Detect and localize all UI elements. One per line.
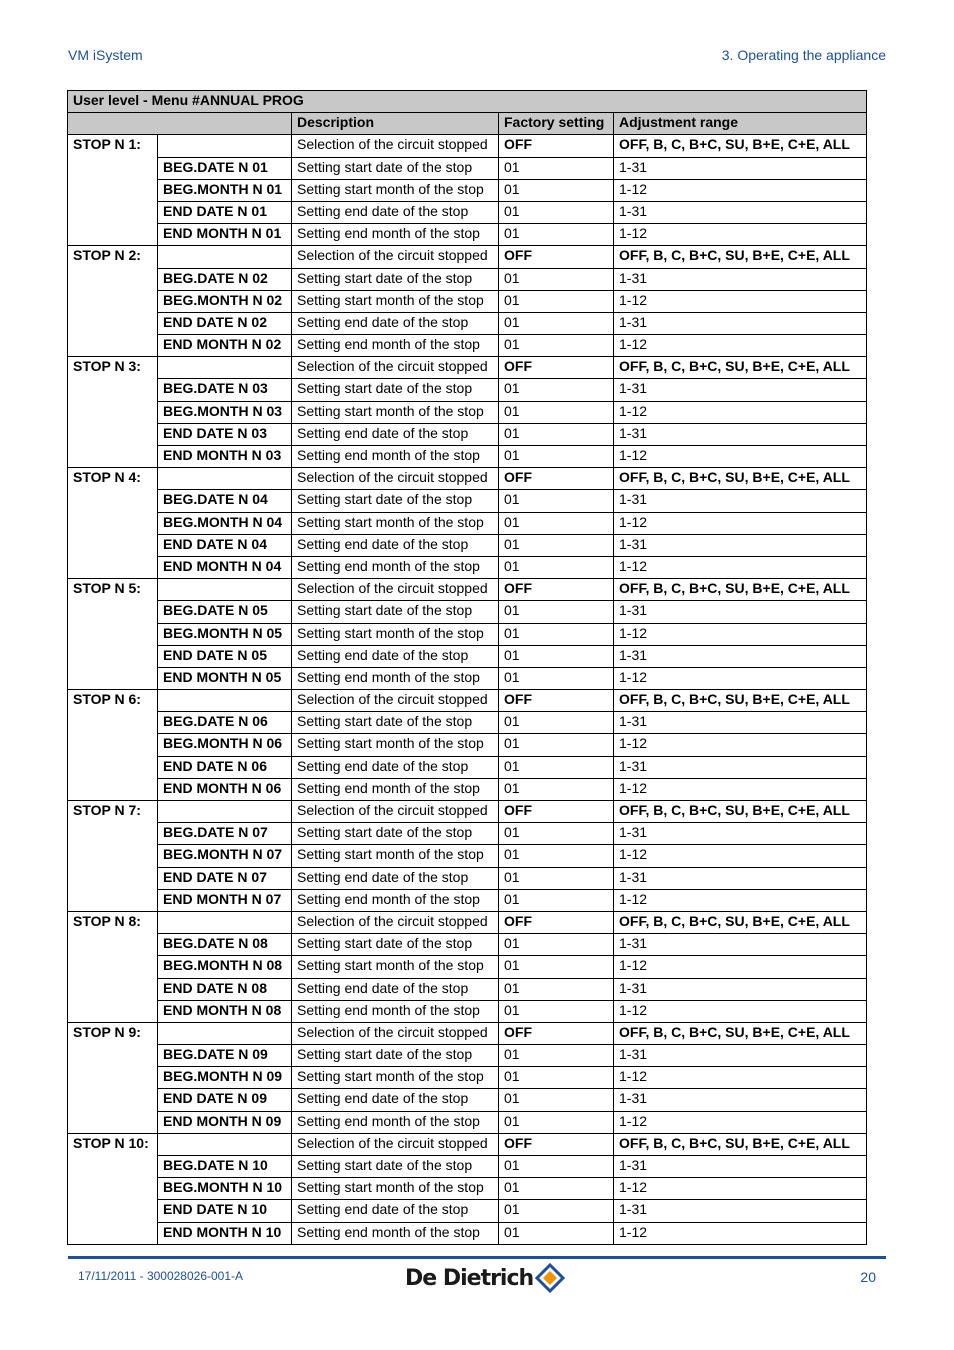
table-row	[68, 534, 867, 556]
table-row	[68, 224, 867, 246]
adjustment-range-cell: OFF, B, C, B+C, SU, B+E, C+E, ALL	[614, 246, 867, 268]
param-cell: END MONTH N 10	[158, 1222, 292, 1244]
param-cell: BEG.MONTH N 08	[158, 956, 292, 978]
brand-logo-text: De Dietrich	[405, 1265, 534, 1291]
stop-label: STOP N 1:	[68, 135, 158, 246]
table-row	[68, 1045, 867, 1067]
table-row	[68, 268, 867, 290]
adjustment-range-cell: 1-12	[614, 623, 867, 645]
stop-label: STOP N 3:	[68, 357, 158, 468]
param-cell: BEG.MONTH N 06	[158, 734, 292, 756]
description-cell: Selection of the circuit stopped	[292, 1022, 499, 1044]
description-cell: Setting start date of the stop	[292, 490, 499, 512]
factory-setting-cell: 01	[499, 268, 614, 290]
table-row	[68, 423, 867, 445]
adjustment-range-cell: 1-12	[614, 778, 867, 800]
param-cell: BEG.MONTH N 02	[158, 290, 292, 312]
table-row	[68, 379, 867, 401]
description-cell: Setting end month of the stop	[292, 1111, 499, 1133]
factory-setting-cell: 01	[499, 1222, 614, 1244]
table-row	[68, 712, 867, 734]
param-cell: BEG.DATE N 08	[158, 934, 292, 956]
factory-setting-cell: 01	[499, 1200, 614, 1222]
factory-setting-cell: 01	[499, 645, 614, 667]
factory-setting-cell: OFF	[499, 1022, 614, 1044]
table-title-row	[68, 91, 867, 113]
param-cell	[158, 911, 292, 933]
param-cell: BEG.MONTH N 09	[158, 1067, 292, 1089]
factory-setting-cell: 01	[499, 956, 614, 978]
factory-setting-cell: 01	[499, 1000, 614, 1022]
description-cell: Setting start month of the stop	[292, 401, 499, 423]
stop-label: STOP N 10:	[68, 1133, 158, 1244]
description-cell: Setting start date of the stop	[292, 1045, 499, 1067]
factory-setting-cell: OFF	[499, 690, 614, 712]
table-row	[68, 823, 867, 845]
param-cell: END MONTH N 03	[158, 446, 292, 468]
param-cell: BEG.DATE N 02	[158, 268, 292, 290]
adjustment-range-cell: 1-12	[614, 446, 867, 468]
stop-label: STOP N 4:	[68, 468, 158, 579]
stop-label: STOP N 5:	[68, 579, 158, 690]
factory-setting-cell: 01	[499, 778, 614, 800]
adjustment-range-cell: 1-31	[614, 756, 867, 778]
adjustment-range-cell: 1-12	[614, 224, 867, 246]
table-row	[68, 468, 867, 490]
table-row	[68, 135, 867, 157]
description-cell: Setting start date of the stop	[292, 157, 499, 179]
description-cell: Setting end date of the stop	[292, 534, 499, 556]
factory-setting-cell: OFF	[499, 246, 614, 268]
param-cell: BEG.MONTH N 04	[158, 512, 292, 534]
factory-setting-cell: 01	[499, 446, 614, 468]
description-cell: Selection of the circuit stopped	[292, 579, 499, 601]
description-cell: Setting start month of the stop	[292, 1178, 499, 1200]
adjustment-range-cell: 1-31	[614, 712, 867, 734]
param-cell: END DATE N 03	[158, 423, 292, 445]
description-cell: Setting start date of the stop	[292, 1156, 499, 1178]
description-cell: Setting end date of the stop	[292, 645, 499, 667]
adjustment-range-cell: 1-31	[614, 268, 867, 290]
description-cell: Setting end month of the stop	[292, 889, 499, 911]
adjustment-range-cell: 1-12	[614, 1111, 867, 1133]
factory-setting-cell: 01	[499, 978, 614, 1000]
description-cell: Setting start date of the stop	[292, 934, 499, 956]
factory-setting-cell: OFF	[499, 801, 614, 823]
factory-setting-cell: 01	[499, 845, 614, 867]
factory-setting-cell: 01	[499, 1045, 614, 1067]
factory-setting-cell: 01	[499, 201, 614, 223]
param-cell	[158, 690, 292, 712]
adjustment-range-cell: 1-31	[614, 645, 867, 667]
description-cell: Setting end month of the stop	[292, 778, 499, 800]
description-cell: Setting start month of the stop	[292, 1067, 499, 1089]
annual-prog-table	[67, 90, 867, 1245]
table-row	[68, 1222, 867, 1244]
adjustment-range-cell: 1-31	[614, 867, 867, 889]
description-cell: Selection of the circuit stopped	[292, 246, 499, 268]
factory-setting-cell: 01	[499, 179, 614, 201]
factory-setting-cell: 01	[499, 490, 614, 512]
column-header-factory: Factory setting	[499, 113, 614, 135]
adjustment-range-cell: 1-12	[614, 556, 867, 578]
param-cell: BEG.DATE N 01	[158, 157, 292, 179]
table-row	[68, 601, 867, 623]
factory-setting-cell: 01	[499, 224, 614, 246]
page-number: 20	[860, 1269, 876, 1285]
param-cell	[158, 246, 292, 268]
adjustment-range-cell: OFF, B, C, B+C, SU, B+E, C+E, ALL	[614, 357, 867, 379]
stop-label: STOP N 8:	[68, 911, 158, 1022]
table-row	[68, 934, 867, 956]
table-row	[68, 201, 867, 223]
table-row	[68, 1089, 867, 1111]
description-cell: Setting start date of the stop	[292, 712, 499, 734]
table-row	[68, 845, 867, 867]
description-cell: Setting end date of the stop	[292, 423, 499, 445]
table-row	[68, 623, 867, 645]
table-row	[68, 734, 867, 756]
description-cell: Setting end month of the stop	[292, 224, 499, 246]
description-cell: Setting end month of the stop	[292, 446, 499, 468]
param-cell: END MONTH N 01	[158, 224, 292, 246]
param-cell: BEG.DATE N 04	[158, 490, 292, 512]
param-cell: END MONTH N 02	[158, 335, 292, 357]
factory-setting-cell: 01	[499, 534, 614, 556]
table-row	[68, 490, 867, 512]
param-cell	[158, 468, 292, 490]
adjustment-range-cell: 1-12	[614, 1178, 867, 1200]
factory-setting-cell: OFF	[499, 1133, 614, 1155]
description-cell: Setting end date of the stop	[292, 1200, 499, 1222]
adjustment-range-cell: 1-31	[614, 534, 867, 556]
table-row	[68, 357, 867, 379]
adjustment-range-cell: 1-31	[614, 490, 867, 512]
factory-setting-cell: 01	[499, 290, 614, 312]
factory-setting-cell: 01	[499, 423, 614, 445]
adjustment-range-cell: OFF, B, C, B+C, SU, B+E, C+E, ALL	[614, 1133, 867, 1155]
adjustment-range-cell: 1-31	[614, 379, 867, 401]
stop-label: STOP N 2:	[68, 246, 158, 357]
table-row	[68, 1178, 867, 1200]
table-row	[68, 556, 867, 578]
description-cell: Setting start month of the stop	[292, 512, 499, 534]
factory-setting-cell: 01	[499, 623, 614, 645]
param-cell: BEG.DATE N 03	[158, 379, 292, 401]
param-cell: BEG.MONTH N 10	[158, 1178, 292, 1200]
factory-setting-cell: 01	[499, 1067, 614, 1089]
param-cell: BEG.DATE N 10	[158, 1156, 292, 1178]
adjustment-range-cell: 1-12	[614, 1000, 867, 1022]
factory-setting-cell: 01	[499, 712, 614, 734]
param-cell: BEG.DATE N 05	[158, 601, 292, 623]
adjustment-range-cell: OFF, B, C, B+C, SU, B+E, C+E, ALL	[614, 135, 867, 157]
description-cell: Setting end month of the stop	[292, 556, 499, 578]
chapter-title: 3. Operating the appliance	[721, 47, 886, 63]
table-row	[68, 1000, 867, 1022]
stop-label: STOP N 7:	[68, 801, 158, 912]
description-cell: Setting end date of the stop	[292, 867, 499, 889]
table-row	[68, 1111, 867, 1133]
factory-setting-cell: 01	[499, 823, 614, 845]
table-row	[68, 756, 867, 778]
description-cell: Setting start date of the stop	[292, 601, 499, 623]
param-cell: END DATE N 02	[158, 312, 292, 334]
adjustment-range-cell: 1-31	[614, 1200, 867, 1222]
table-row	[68, 690, 867, 712]
table-row	[68, 312, 867, 334]
description-cell: Setting start month of the stop	[292, 623, 499, 645]
param-cell: BEG.DATE N 07	[158, 823, 292, 845]
factory-setting-cell: 01	[499, 312, 614, 334]
factory-setting-cell: 01	[499, 401, 614, 423]
adjustment-range-cell: 1-31	[614, 823, 867, 845]
adjustment-range-cell: 1-12	[614, 290, 867, 312]
table-row	[68, 1156, 867, 1178]
factory-setting-cell: 01	[499, 734, 614, 756]
factory-setting-cell: 01	[499, 1156, 614, 1178]
param-cell: END DATE N 08	[158, 978, 292, 1000]
description-cell: Setting end month of the stop	[292, 1000, 499, 1022]
description-cell: Setting end date of the stop	[292, 1089, 499, 1111]
adjustment-range-cell: OFF, B, C, B+C, SU, B+E, C+E, ALL	[614, 801, 867, 823]
adjustment-range-cell: OFF, B, C, B+C, SU, B+E, C+E, ALL	[614, 579, 867, 601]
factory-setting-cell: 01	[499, 601, 614, 623]
description-cell: Setting end month of the stop	[292, 335, 499, 357]
adjustment-range-cell: 1-12	[614, 1222, 867, 1244]
adjustment-range-cell: 1-31	[614, 1045, 867, 1067]
doc-title: VM iSystem	[68, 47, 143, 63]
adjustment-range-cell: 1-12	[614, 889, 867, 911]
param-cell: END DATE N 09	[158, 1089, 292, 1111]
param-cell: END DATE N 06	[158, 756, 292, 778]
param-cell: END MONTH N 07	[158, 889, 292, 911]
param-cell: BEG.DATE N 09	[158, 1045, 292, 1067]
factory-setting-cell: 01	[499, 867, 614, 889]
adjustment-range-cell: 1-31	[614, 1089, 867, 1111]
description-cell: Setting end date of the stop	[292, 312, 499, 334]
param-cell: END MONTH N 08	[158, 1000, 292, 1022]
param-cell: END MONTH N 06	[158, 778, 292, 800]
brand-logo	[405, 1262, 565, 1294]
factory-setting-cell: 01	[499, 756, 614, 778]
description-cell: Setting start month of the stop	[292, 179, 499, 201]
factory-setting-cell: 01	[499, 512, 614, 534]
param-cell: END MONTH N 05	[158, 667, 292, 689]
param-cell: END DATE N 01	[158, 201, 292, 223]
description-cell: Setting start month of the stop	[292, 845, 499, 867]
adjustment-range-cell: OFF, B, C, B+C, SU, B+E, C+E, ALL	[614, 1022, 867, 1044]
description-cell: Setting start month of the stop	[292, 734, 499, 756]
description-cell: Selection of the circuit stopped	[292, 690, 499, 712]
description-cell: Selection of the circuit stopped	[292, 135, 499, 157]
diamond-logo-icon	[535, 1263, 565, 1293]
table-row	[68, 1200, 867, 1222]
adjustment-range-cell: 1-31	[614, 157, 867, 179]
footer-date-ref: 17/11/2011 - 300028026-001-A	[78, 1269, 244, 1283]
table-row	[68, 911, 867, 933]
adjustment-range-cell: OFF, B, C, B+C, SU, B+E, C+E, ALL	[614, 690, 867, 712]
factory-setting-cell: 01	[499, 335, 614, 357]
param-cell: END DATE N 07	[158, 867, 292, 889]
table-row	[68, 157, 867, 179]
table-row	[68, 889, 867, 911]
param-cell: END DATE N 10	[158, 1200, 292, 1222]
description-cell: Selection of the circuit stopped	[292, 357, 499, 379]
adjustment-range-cell: 1-12	[614, 335, 867, 357]
column-header-param	[68, 113, 292, 135]
table-row	[68, 978, 867, 1000]
footer-rule	[68, 1256, 886, 1259]
description-cell: Selection of the circuit stopped	[292, 911, 499, 933]
param-cell	[158, 1022, 292, 1044]
description-cell: Selection of the circuit stopped	[292, 801, 499, 823]
table-row	[68, 246, 867, 268]
factory-setting-cell: 01	[499, 556, 614, 578]
factory-setting-cell: OFF	[499, 468, 614, 490]
adjustment-range-cell: 1-31	[614, 934, 867, 956]
table-row	[68, 579, 867, 601]
description-cell: Setting start month of the stop	[292, 956, 499, 978]
description-cell: Setting end month of the stop	[292, 667, 499, 689]
factory-setting-cell: 01	[499, 379, 614, 401]
adjustment-range-cell: 1-31	[614, 601, 867, 623]
description-cell: Setting start month of the stop	[292, 290, 499, 312]
table-row	[68, 512, 867, 534]
param-cell	[158, 135, 292, 157]
table-row	[68, 1133, 867, 1155]
factory-setting-cell: OFF	[499, 579, 614, 601]
table-row	[68, 290, 867, 312]
adjustment-range-cell: OFF, B, C, B+C, SU, B+E, C+E, ALL	[614, 911, 867, 933]
column-header-range: Adjustment range	[614, 113, 867, 135]
factory-setting-cell: 01	[499, 934, 614, 956]
adjustment-range-cell: 1-12	[614, 667, 867, 689]
adjustment-range-cell: 1-31	[614, 312, 867, 334]
table-row	[68, 1067, 867, 1089]
param-cell: BEG.MONTH N 07	[158, 845, 292, 867]
factory-setting-cell: 01	[499, 1111, 614, 1133]
table-row	[68, 446, 867, 468]
param-cell: END DATE N 04	[158, 534, 292, 556]
table-row	[68, 778, 867, 800]
table-row	[68, 179, 867, 201]
description-cell: Selection of the circuit stopped	[292, 1133, 499, 1155]
column-header-description: Description	[292, 113, 499, 135]
table-row	[68, 401, 867, 423]
factory-setting-cell: OFF	[499, 135, 614, 157]
param-cell	[158, 357, 292, 379]
description-cell: Setting start date of the stop	[292, 268, 499, 290]
param-cell: END MONTH N 04	[158, 556, 292, 578]
param-cell: END DATE N 05	[158, 645, 292, 667]
param-cell	[158, 1133, 292, 1155]
adjustment-range-cell: 1-12	[614, 401, 867, 423]
param-cell	[158, 801, 292, 823]
param-cell	[158, 579, 292, 601]
param-cell: END MONTH N 09	[158, 1111, 292, 1133]
adjustment-range-cell: 1-31	[614, 201, 867, 223]
factory-setting-cell: OFF	[499, 357, 614, 379]
adjustment-range-cell: 1-12	[614, 1067, 867, 1089]
description-cell: Setting start date of the stop	[292, 379, 499, 401]
param-cell: BEG.MONTH N 03	[158, 401, 292, 423]
adjustment-range-cell: 1-31	[614, 1156, 867, 1178]
factory-setting-cell: 01	[499, 889, 614, 911]
table-row	[68, 801, 867, 823]
adjustment-range-cell: 1-12	[614, 956, 867, 978]
param-cell: BEG.DATE N 06	[158, 712, 292, 734]
param-cell: BEG.MONTH N 05	[158, 623, 292, 645]
description-cell: Setting end date of the stop	[292, 201, 499, 223]
adjustment-range-cell: 1-31	[614, 978, 867, 1000]
table-row	[68, 867, 867, 889]
factory-setting-cell: 01	[499, 667, 614, 689]
adjustment-range-cell: OFF, B, C, B+C, SU, B+E, C+E, ALL	[614, 468, 867, 490]
table-title: User level - Menu #ANNUAL PROG	[68, 91, 867, 113]
description-cell: Selection of the circuit stopped	[292, 468, 499, 490]
table-row	[68, 667, 867, 689]
stop-label: STOP N 6:	[68, 690, 158, 801]
adjustment-range-cell: 1-12	[614, 734, 867, 756]
adjustment-range-cell: 1-12	[614, 845, 867, 867]
factory-setting-cell: 01	[499, 157, 614, 179]
factory-setting-cell: 01	[499, 1089, 614, 1111]
stop-label: STOP N 9:	[68, 1022, 158, 1133]
param-cell: BEG.MONTH N 01	[158, 179, 292, 201]
table-row	[68, 956, 867, 978]
adjustment-range-cell: 1-12	[614, 512, 867, 534]
description-cell: Setting end month of the stop	[292, 1222, 499, 1244]
adjustment-range-cell: 1-12	[614, 179, 867, 201]
table-row	[68, 645, 867, 667]
factory-setting-cell: OFF	[499, 911, 614, 933]
description-cell: Setting start date of the stop	[292, 823, 499, 845]
column-header-row	[68, 113, 867, 135]
description-cell: Setting end date of the stop	[292, 756, 499, 778]
description-cell: Setting end date of the stop	[292, 978, 499, 1000]
factory-setting-cell: 01	[499, 1178, 614, 1200]
table-row	[68, 335, 867, 357]
table-row	[68, 1022, 867, 1044]
adjustment-range-cell: 1-31	[614, 423, 867, 445]
